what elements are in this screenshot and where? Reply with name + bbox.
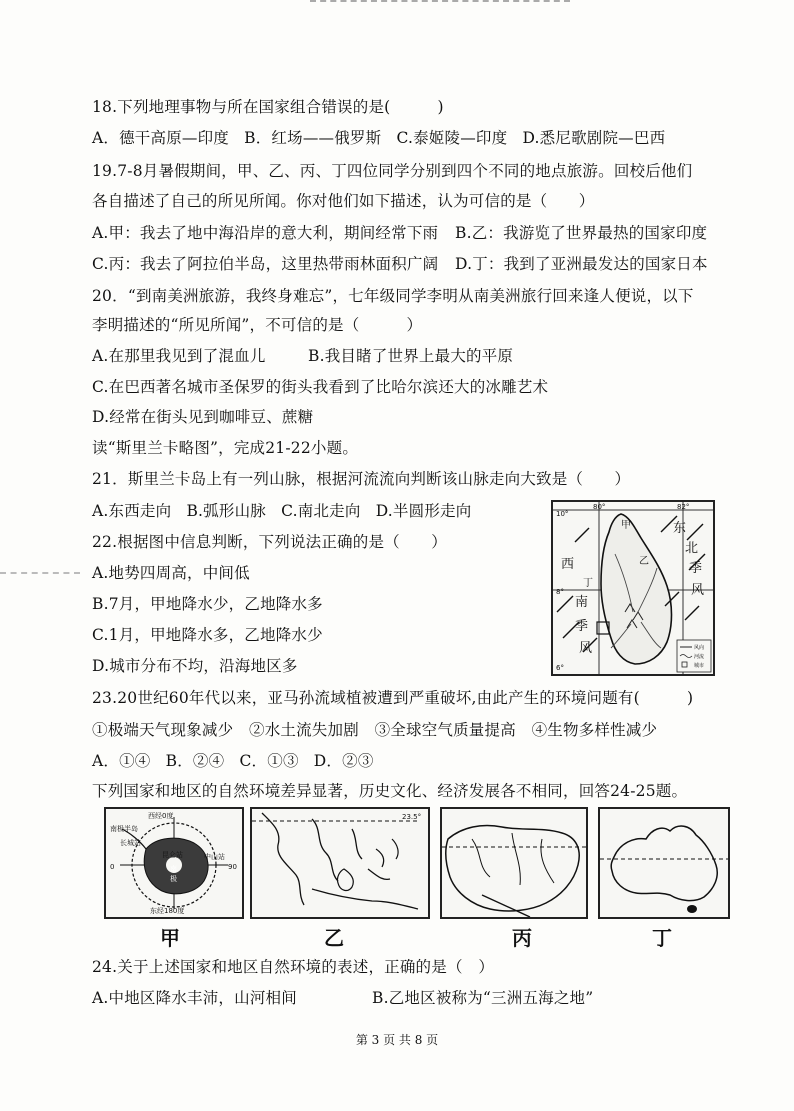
q18-stem: 18.下列地理事物与所在国家组合错误的是( ) xyxy=(92,98,444,116)
wind-label-xi: 西 xyxy=(561,557,575,572)
q19-option-a: A.甲：我去了地中海沿岸的意大利，期间经常下雨 xyxy=(92,224,439,242)
q22-option-d: D.城市分布不均，沿海地区多 xyxy=(92,657,298,675)
q19-option-b: B.乙：我游览了世界最热的国家印度 xyxy=(455,224,708,242)
scan-left-mark xyxy=(0,572,80,576)
q18-option-c: C.泰姬陵—印度 xyxy=(396,129,508,147)
q20-stem-2: 李明描述的“所见所闻”，不可信的是（ ） xyxy=(92,316,423,334)
map-label-ding: 丁 xyxy=(652,926,672,950)
jia-text-zhongshan: 中山站 xyxy=(204,853,225,861)
jia-text-peninsula: 南极半岛 xyxy=(110,825,138,833)
q23-option-d: D．②③ xyxy=(313,752,374,770)
yi-text-23-5: 23.5° xyxy=(402,813,422,821)
q23-option-b: B．②④ xyxy=(165,752,225,770)
jia-text-west0: 西经0度 xyxy=(148,812,174,820)
wind-label-feng-1: 风 xyxy=(691,583,705,598)
q19-option-d: D.丁：我到了亚洲最发达的国家日本 xyxy=(455,255,708,273)
page-footer: 第 3 页 共 8 页 xyxy=(355,1033,439,1047)
q20-option-b: B.我目睹了世界上最大的平原 xyxy=(308,347,514,365)
lat-label-6: 6° xyxy=(556,664,564,672)
q20-stem-1: 20．“到南美洲旅游，我终身难忘”，七年级同学李明从南美洲旅行回来逢人便说，以下 xyxy=(92,287,694,305)
wind-label-ji-1: 季 xyxy=(689,561,703,576)
place-label-jia: 甲 xyxy=(621,520,631,531)
read-map-instruction: 读“斯里兰卡略图”，完成21-22小题。 xyxy=(92,439,359,457)
map-ding-australia xyxy=(598,807,730,919)
q23-items: ①极端天气现象减少 ②水土流失加剧 ③全球空气质量提高 ④生物多样性减少 xyxy=(92,721,658,739)
q21-options xyxy=(92,500,481,522)
q18-option-a: A．德干高原—印度 xyxy=(92,129,229,147)
map-label-bing: 丙 xyxy=(512,926,532,950)
intro-24-25: 下列国家和地区的自然环境差异显著，历史文化、经济发展各不相同，回答24-25题。 xyxy=(92,782,688,800)
q20-option-a: A.在那里我见到了混血儿 xyxy=(92,347,266,365)
wind-label-nan: 南 xyxy=(575,595,589,610)
q20-option-c: C.在巴西著名城市圣保罗的街头我看到了比哈尔滨还大的冰雕艺术 xyxy=(92,378,549,396)
legend-city: 城市 xyxy=(694,663,705,669)
lon-label-82: 82° xyxy=(677,503,690,511)
jia-text-nan: 南 xyxy=(170,865,177,873)
q23-option-a: A．①④ xyxy=(92,752,151,770)
wind-label-bei: 北 xyxy=(685,541,699,556)
q19-option-c: C.丙：我去了阿拉伯半岛，这里热带雨林面积广阔 xyxy=(92,255,439,273)
wind-label-dong: 东 xyxy=(673,521,687,536)
q21-option-b: B.弧形山脉 xyxy=(186,502,266,520)
map-label-yi: 乙 xyxy=(324,926,344,950)
q22-option-a: A.地势四周高，中间低 xyxy=(92,564,250,582)
q22-option-c: C.1月，甲地降水多，乙地降水少 xyxy=(92,626,323,644)
q18-option-d: D.悉尼歌剧院—巴西 xyxy=(522,129,666,147)
q21-option-a: A.东西走向 xyxy=(92,502,172,520)
wind-label-feng-2: 风 xyxy=(579,641,593,656)
jia-text-changcheng: 长城站 xyxy=(120,839,141,847)
jia-text-kunlun: 昆仑站 xyxy=(162,851,183,859)
lon-label-80: 80° xyxy=(593,503,606,511)
jia-text-0: 0 xyxy=(110,863,115,871)
q18-options xyxy=(92,127,675,149)
map-yi-southeast-asia xyxy=(250,807,430,919)
q21-stem: 21．斯里兰卡岛上有一列山脉，根据河流流向判断该山脉走向大致是（ ） xyxy=(92,470,631,488)
jia-text-east180: 东经180度 xyxy=(150,907,185,915)
map-jia-antarctica xyxy=(104,807,244,919)
place-label-ding: 丁 xyxy=(583,578,593,589)
q23-option-c: C．①③ xyxy=(239,752,299,770)
q19-stem-2: 各自描述了自己的所见所闻。你对他们如下描述，认为可信的是（ ） xyxy=(92,192,595,210)
map-label-jia: 甲 xyxy=(160,926,180,950)
q24-option-b: B.乙地区被称为“三洲五海之地” xyxy=(372,989,594,1007)
legend-river: 河流 xyxy=(694,654,705,660)
q22-stem: 22.根据图中信息判断，下列说法正确的是（ ） xyxy=(92,533,447,551)
q19-stem-1: 19.7-8月暑假期间，甲、乙、丙、丁四位同学分别到四个不同的地点旅游。回校后他们 xyxy=(92,162,693,180)
q23-stem: 23.20世纪60年代以来，亚马孙流域植被遭到严重破坏,由此产生的环境问题有( ) xyxy=(92,689,694,707)
lat-label-10: 10° xyxy=(556,510,569,518)
jia-text-90: 90 xyxy=(228,863,237,871)
scan-top-mark xyxy=(310,0,570,6)
q22-option-b: B.7月，甲地降水少，乙地降水多 xyxy=(92,595,323,613)
q20-option-d: D.经常在街头见到咖啡豆、蔗糖 xyxy=(92,408,314,426)
jia-text-ji: 极 xyxy=(170,875,177,883)
legend-wind: 风向 xyxy=(694,645,705,651)
q21-option-c: C.南北走向 xyxy=(281,502,361,520)
lat-label-8: 8° xyxy=(556,588,564,596)
place-label-yi: 乙 xyxy=(639,556,649,567)
srilanka-map-drawing xyxy=(553,502,713,674)
q24-option-a: A.中地区降水丰沛，山河相间 xyxy=(92,989,297,1007)
q24-stem: 24.关于上述国家和地区自然环境的表述，正确的是（ ） xyxy=(92,958,495,976)
srilanka-map xyxy=(551,500,715,676)
srilanka-island-shape xyxy=(601,514,672,664)
wind-label-ji-2: 季 xyxy=(575,619,589,634)
q21-option-d: D.半圆形走向 xyxy=(375,502,472,520)
q23-options xyxy=(92,750,384,772)
map-bing-south-america xyxy=(440,807,588,919)
q18-option-b: B．红场——俄罗斯 xyxy=(244,129,382,147)
